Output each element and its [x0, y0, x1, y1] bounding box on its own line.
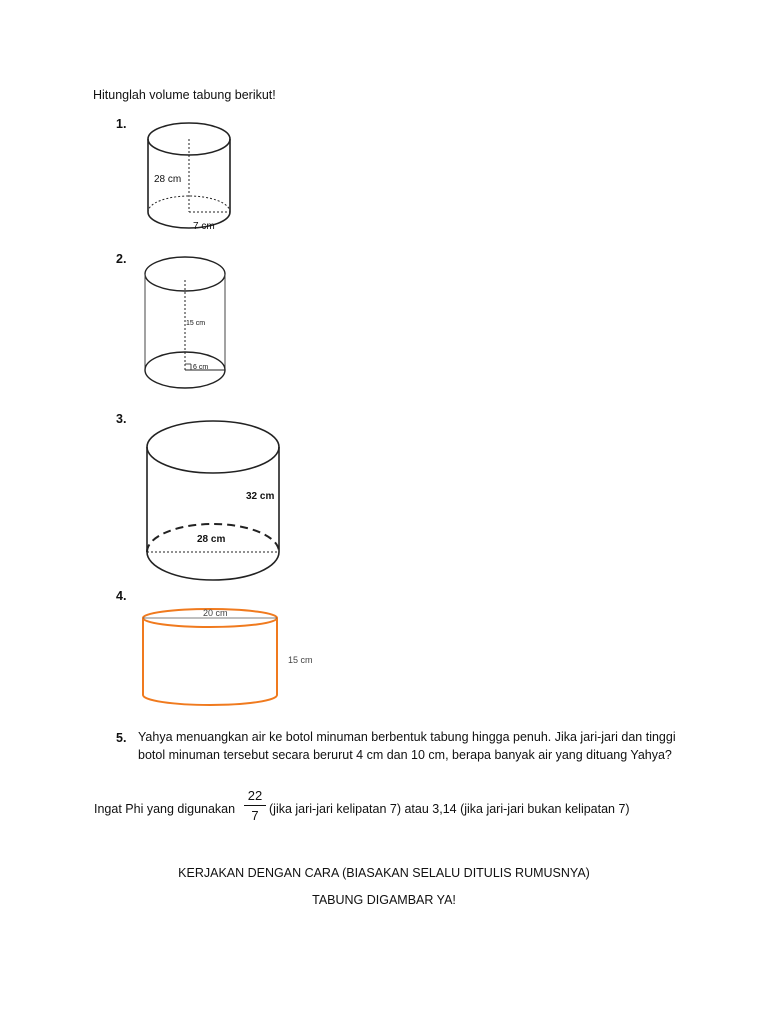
- item-1-radius-label: 7 cm: [193, 221, 215, 232]
- cylinder-3-figure: [140, 412, 290, 592]
- question-5-text: Yahya menuangkan air ke botol minuman berbentuk tabung hingga penuh. Jika jari-jari dan tinggi botol minuman tersebut secara berurut 4 cm dan 10 cm, berapa banyak air yang dituang Yahya?: [138, 730, 676, 762]
- item-3-height-label: 32 cm: [246, 491, 275, 502]
- footer-instruction-1: KERJAKAN DENGAN CARA (BIASAKAN SELALU DITULIS RUMUSNYA): [178, 866, 590, 880]
- cylinder-4-figure: [138, 603, 288, 713]
- item-3-diameter-label: 28 cm: [197, 534, 226, 545]
- item-3-number: 3.: [116, 412, 127, 426]
- item-2-radius-label: 6 cm: [193, 364, 209, 371]
- question-5-number: 5.: [116, 731, 127, 745]
- pi-fraction: [244, 788, 266, 823]
- pi-note-suffix: (jika jari-jari kelipatan 7) atau 3,14 (jika jari-jari bukan kelipatan 7): [269, 802, 630, 816]
- pi-fraction-denominator: 7: [251, 808, 259, 823]
- item-1-height-label: 28 cm: [154, 174, 182, 185]
- instruction-title: Hitunglah volume tabung berikut!: [93, 88, 276, 102]
- footer-instruction-2: TABUNG DIGAMBAR YA!: [312, 893, 456, 907]
- pi-fraction-numerator: 22: [247, 788, 263, 803]
- item-4-number: 4.: [116, 589, 127, 603]
- pi-note-prefix: Ingat Phi yang digunakan: [94, 802, 236, 816]
- item-2-number: 2.: [116, 252, 127, 266]
- item-4-diameter-label: 20 cm: [203, 608, 228, 618]
- item-1-number: 1.: [116, 117, 127, 131]
- item-2-height-label: 15 cm: [186, 320, 206, 327]
- item-4-height-label: 15 cm: [288, 655, 313, 665]
- pi-fraction-bar: [244, 805, 266, 806]
